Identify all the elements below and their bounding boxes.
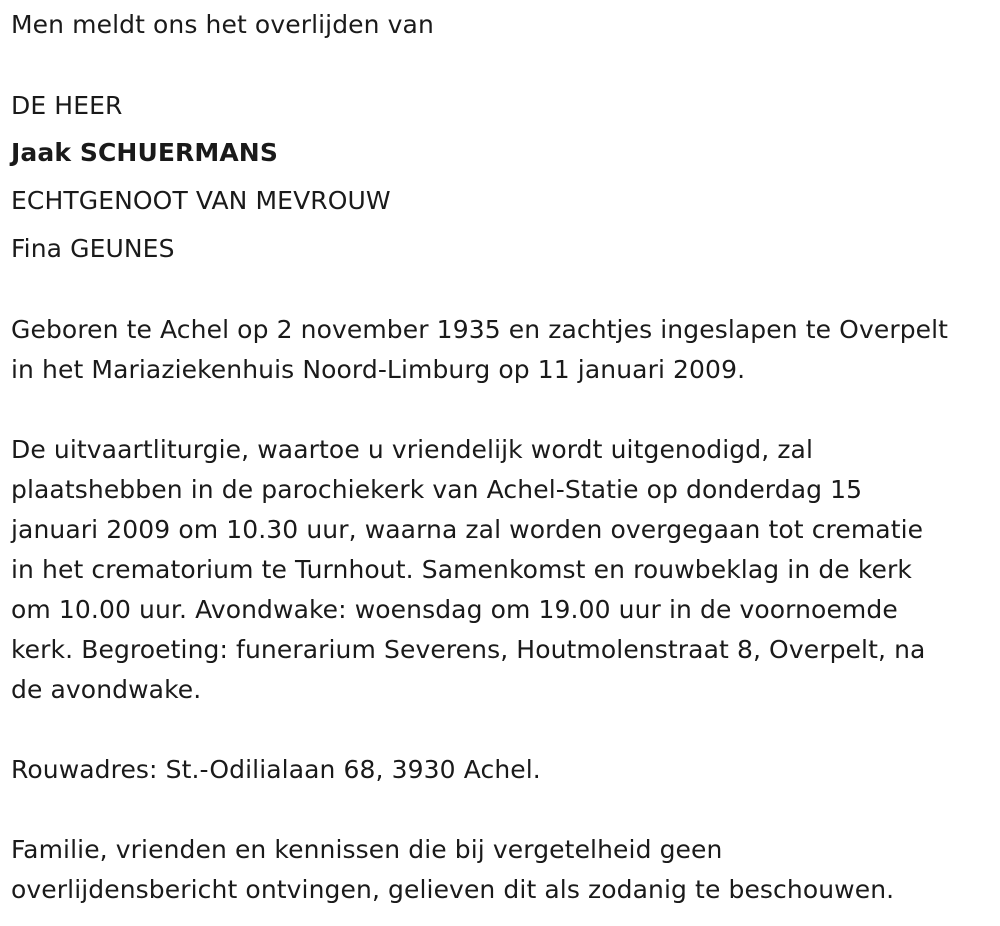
title-text: DE HEER [11,91,123,120]
address-text: Rouwadres: St.-Odilialaan 68, 3930 Achel. [11,755,541,784]
ceremony-line: om 10.00 uur. Avondwake: woensdag om 19.00 uur in de voornoemde [11,595,898,624]
birth-death-line: in het Mariaziekenhuis Noord-Limburg op 11 januari 2009. [11,355,746,384]
birth-death-line: Geboren te Achel op 2 november 1935 en zachtjes ingeslapen te Overpelt [11,315,949,344]
intro-text: Men meldt ons het overlijden van [11,10,434,39]
deceased-name: Jaak SCHUERMANS [11,138,278,167]
ceremony-line: kerk. Begroeting: funerarium Severens, Houtmolenstraat 8, Overpelt, na [11,635,926,664]
ceremony-line: in het crematorium te Turnhout. Samenkomst en rouwbeklag in de kerk [11,555,912,584]
spouse-name: Fina GEUNES [11,234,175,263]
relation-text: ECHTGENOOT VAN MEVROUW [11,186,391,215]
closing-line: overlijdensbericht ontvingen, gelieven dit als zodanig te beschouwen. [11,875,895,904]
ceremony-line: plaatshebben in de parochiekerk van Achel-Statie op donderdag 15 [11,475,863,504]
ceremony-line: De uitvaartliturgie, waartoe u vriendelijk wordt uitgenodigd, zal [11,435,814,464]
ceremony-line: januari 2009 om 10.30 uur, waarna zal worden overgegaan tot crematie [11,515,924,544]
ceremony-line: de avondwake. [11,675,202,704]
closing-line: Familie, vrienden en kennissen die bij vergetelheid geen [11,835,723,864]
